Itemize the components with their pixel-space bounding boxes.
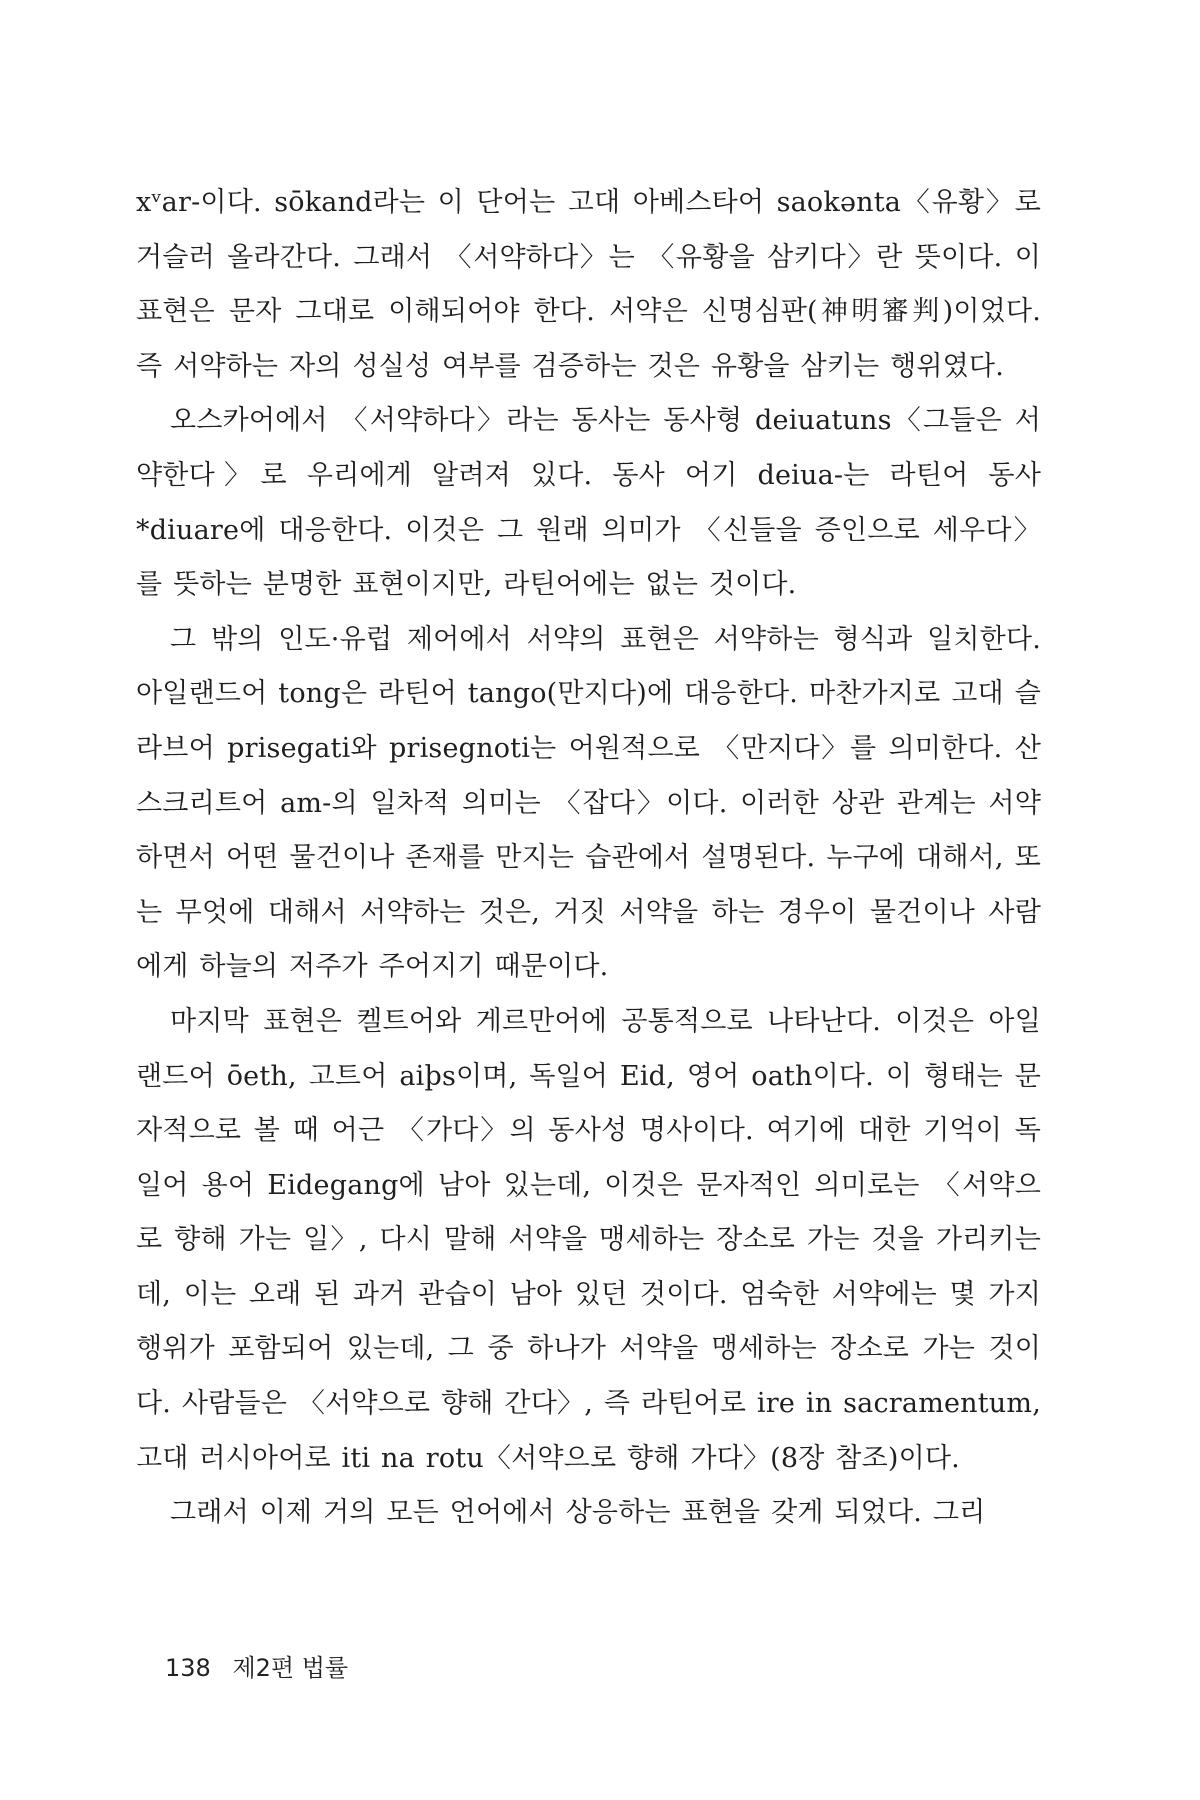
paragraph-2: 오스카어에서 〈서약하다〉라는 동사는 동사형 deiuatuns〈그들은 서약한다〉로 우리에게 알려져 있다. 동사 어기 deiua-는 라틴어 동사 *diuare에 대응한다. 이것은 그 원래 의미가 〈신들을 증인으로 세우다〉를 뜻하는 분명한 표현이지만, 라틴어에는 없는 것이다. [136, 405, 1041, 601]
page-footer [165, 1648, 348, 1683]
page-number: 138 [165, 1654, 211, 1682]
paragraph-3: 그 밖의 인도·유럽 제어에서 서약의 표현은 서약하는 형식과 일치한다. 아일랜드어 tong은 라틴어 tango(만지다)에 대응한다. 마찬가지로 고대 슬라브어 prisegati와 prisegnoti는 어원적으로 〈만지다〉를 의미한다. 산스크리트어 am-의 일차적 의미는 〈잡다〉이다. 이러한 상관 관계는 서약하면서 어떤 물건이나 존재를 만지는 습관에서 설명된다. 누구에 대해서, 또는 무엇에 대해서 서약하는 것은, 거짓 서약을 하는 경우이 물건이나 사람에게 하늘의 저주가 주어지기 때문이다. [136, 623, 1041, 983]
paragraph-4: 마지막 표현은 켈트어와 게르만어에 공통적으로 나타난다. 이것은 아일랜드어 ōeth, 고트어 aiþs이며, 독일어 Eid, 영어 oath이다. 이 형태는 문자적으로 볼 때 어근 〈가다〉의 동사성 명사이다. 여기에 대한 기억이 독일어 용어 Eidegang에 남아 있는데, 이것은 문자적인 의미로는 〈서약으로 향해 가는 일〉, 다시 말해 서약을 맹세하는 장소로 가는 것을 가리키는데, 이는 오래 된 과거 관습이 남아 있던 것이다. 엄숙한 서약에는 몇 가지 행위가 포함되어 있는데, 그 중 하나가 서약을 맹세하는 장소로 가는 것이다. 사람들은 〈서약으로 향해 간다〉, 즉 라틴어로 ire in sacramentum, 고대 러시아어로 iti na rotu〈서약으로 향해 가다〉(8장 참조)이다. [136, 1005, 1041, 1474]
paragraph-5: 그래서 이제 거의 모든 언어에서 상응하는 표현을 갖게 되었다. 그리 [170, 1497, 986, 1529]
section-title: 제2편 법률 [232, 1654, 349, 1682]
body-text [136, 176, 1041, 1541]
paragraph-1: xᵛar-이다. sōkand라는 이 단어는 고대 아베스타어 saokənta〈유황〉로 거슬러 올라간다. 그래서 〈서약하다〉는 〈유황을 삼키다〉란 뜻이다. 이 표현은 문자 그대로 이해되어야 한다. 서약은 신명심판(神明審判)이었다. 즉 서약하는 자의 성실성 여부를 검증하는 것은 유황을 삼키는 행위였다. [136, 187, 1041, 382]
